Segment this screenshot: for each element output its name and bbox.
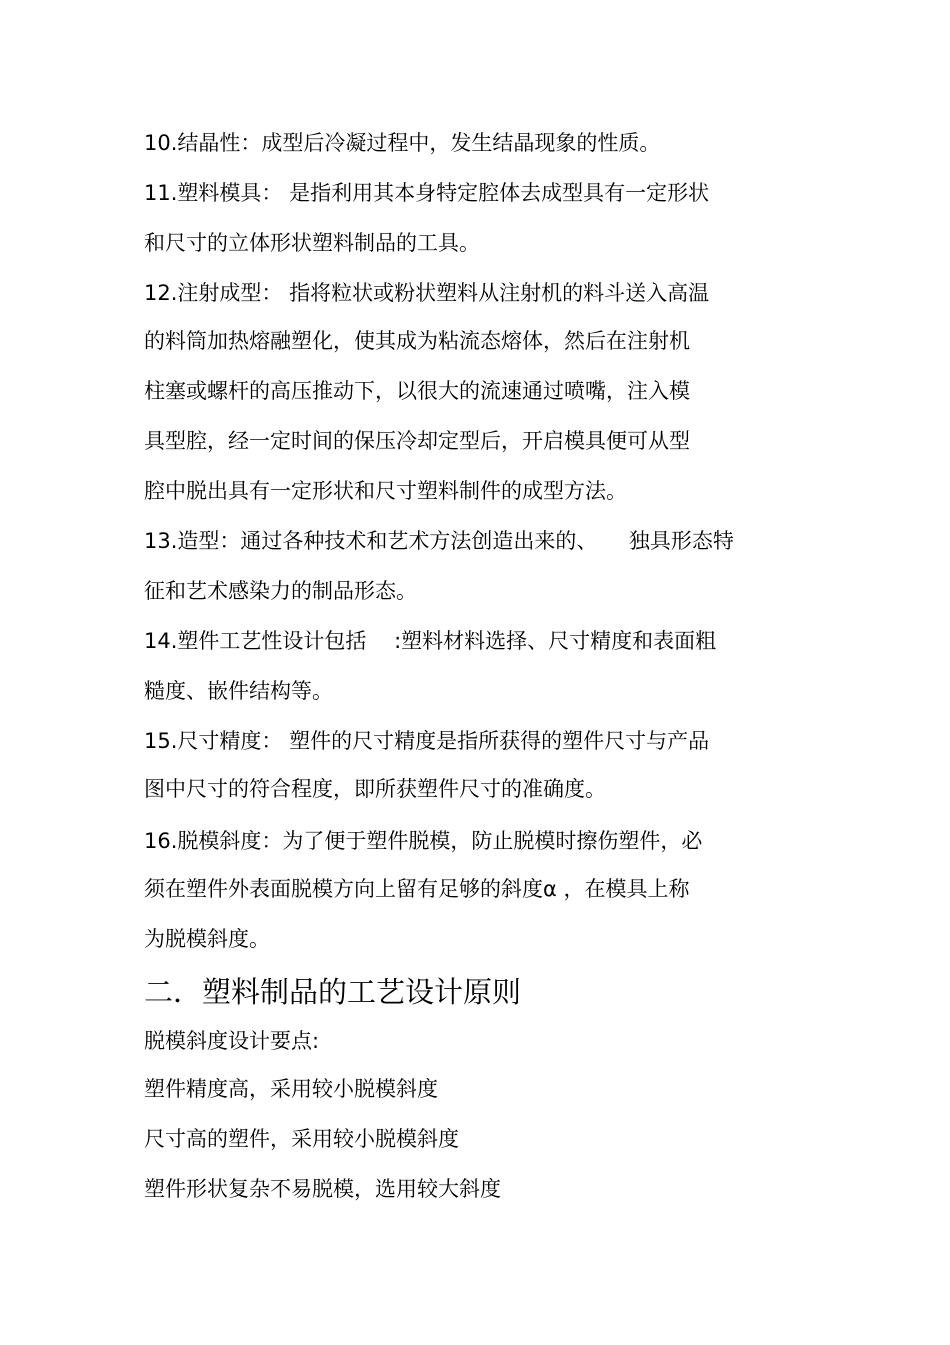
definition-13-line-1: 13.造型：通过各种技术和艺术方法创造出来的、 独具形态特: [144, 529, 734, 553]
definition-11-line-1: 11.塑料模具： 是指利用其本身特定腔体去成型具有一定形状: [144, 181, 710, 205]
design-point-3: 塑件形状复杂不易脱模，选用较大斜度: [144, 1177, 501, 1201]
definition-12-line-2: 的料筒加热熔融塑化，使其成为粘流态熔体，然后在注射机: [144, 329, 690, 353]
definition-14-line-2: 糙度、嵌件结构等。: [144, 679, 333, 703]
definition-13-line-2: 征和艺术感染力的制品形态。: [144, 579, 417, 603]
definition-16-line-3: 为脱模斜度。: [144, 927, 270, 951]
definition-11-line-2: 和尺寸的立体形状塑料制品的工具。: [144, 231, 480, 255]
definition-16-line-1: 16.脱模斜度：为了便于塑件脱模，防止脱模时擦伤塑件，必: [144, 829, 703, 853]
definition-15-line-2: 图中尺寸的符合程度，即所获塑件尺寸的准确度。: [144, 777, 606, 801]
definition-12-line-4: 具型腔，经一定时间的保压冷却定型后，开启模具便可从型: [144, 429, 690, 453]
definition-10-line-1: 10.结晶性：成型后冷凝过程中，发生结晶现象的性质。: [144, 131, 661, 155]
design-point-2: 尺寸高的塑件，采用较小脱模斜度: [144, 1127, 459, 1151]
definition-12-line-1: 12.注射成型： 指将粒状或粉状塑料从注射机的料斗送入高温: [144, 281, 710, 305]
definition-12-line-3: 柱塞或螺杆的高压推动下，以很大的流速通过喷嘴，注入模: [144, 379, 690, 403]
definition-16-line-2: 须在塑件外表面脱模方向上留有足够的斜度α ，在模具上称: [144, 877, 690, 901]
definition-14-line-1: 14.塑件工艺性设计包括 :塑料材料选择、尺寸精度和表面粗: [144, 629, 717, 653]
section-2-heading: 二．塑料制品的工艺设计原则: [144, 975, 522, 1009]
design-point-1: 塑件精度高，采用较小脱模斜度: [144, 1077, 438, 1101]
definition-15-line-1: 15.尺寸精度： 塑件的尺寸精度是指所获得的塑件尺寸与产品: [144, 729, 710, 753]
definition-12-line-5: 腔中脱出具有一定形状和尺寸塑料制件的成型方法。: [144, 479, 627, 503]
section-2-subheading: 脱模斜度设计要点:: [144, 1029, 320, 1053]
